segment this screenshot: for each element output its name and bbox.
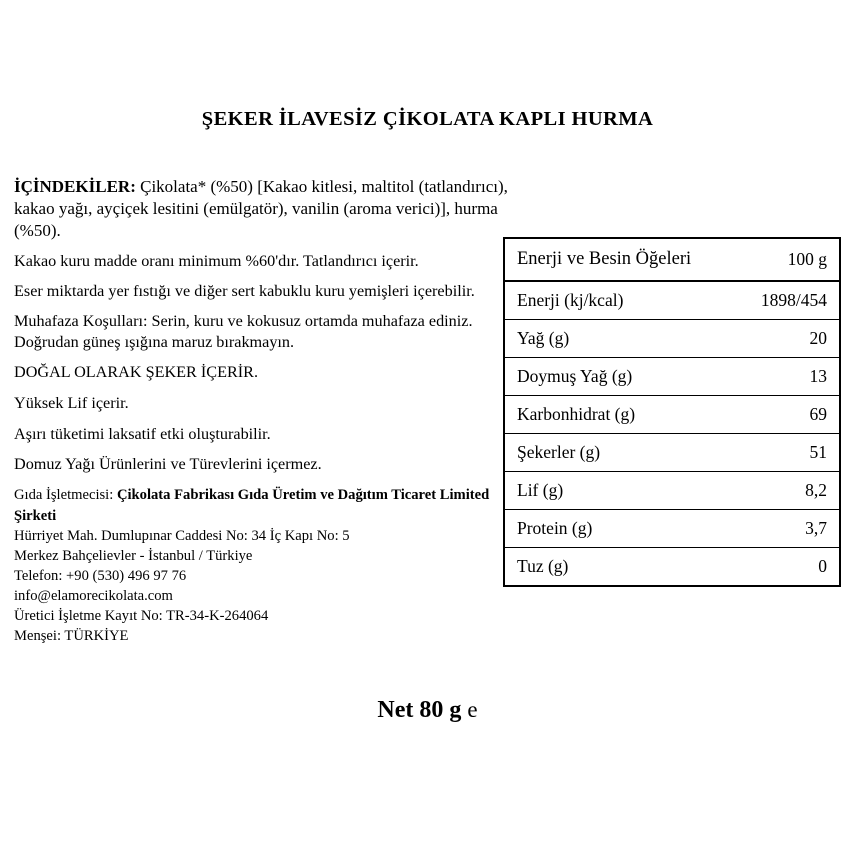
nutrition-row-label: Doymuş Yağ (g) xyxy=(505,358,735,396)
table-row xyxy=(505,358,839,396)
nutrition-row-label: Lif (g) xyxy=(505,472,735,510)
business-name: Çikolata Fabrikası Gıda Üretim ve Dağıtım Ticaret Limited Şirketi xyxy=(14,487,490,524)
nutrition-header-value: 100 g xyxy=(735,239,839,281)
nutrition-row-label: Tuz (g) xyxy=(517,556,569,576)
nutrition-row-label: Enerji (kj/kcal) xyxy=(505,281,735,320)
note-high-fiber: Yüksek Lif içerir. xyxy=(14,393,129,412)
note-no-pork: Domuz Yağı Ürünlerini ve Türevlerini içermez. xyxy=(14,455,322,474)
table-row xyxy=(505,548,839,586)
note-cocoa-content: Kakao kuru madde oranı minimum %60'dır. Tatlandırıcı içerir. xyxy=(14,252,419,271)
nutrition-row-value: 20 xyxy=(735,320,839,358)
e-mark-symbol: e xyxy=(467,697,478,722)
business-address-line-2: Merkez Bahçelievler - İstanbul / Türkiye xyxy=(14,547,253,564)
table-row xyxy=(505,281,839,320)
nutrition-row-label: Şekerler (g) xyxy=(505,434,735,472)
business-info xyxy=(14,485,514,646)
nutrition-row-value: 0 xyxy=(818,556,827,576)
business-operator-line xyxy=(14,485,514,525)
table-row xyxy=(505,320,839,358)
nutrition-table xyxy=(503,237,841,587)
table-row xyxy=(505,434,839,472)
nutrition-row-label: Protein (g) xyxy=(505,510,735,548)
table-row xyxy=(505,510,839,548)
nutrition-header-label: Enerji ve Besin Öğeleri xyxy=(505,239,735,281)
nutrition-row-value: 1898/454 xyxy=(735,281,839,320)
nutrition-row-value: 13 xyxy=(735,358,839,396)
note-storage: Muhafaza Koşulları: Serin, kuru ve kokusuz ortamda muhafaza ediniz. Doğrudan güneş ışığına maruz bırakmayın. xyxy=(14,312,473,351)
ingredients-label: İÇİNDEKİLER: xyxy=(14,177,136,196)
nutrition-row-label: Yağ (g) xyxy=(505,320,735,358)
left-text-column xyxy=(14,176,514,646)
business-address-line-1: Hürriyet Mah. Dumlupınar Caddesi No: 34 İç Kapı No: 5 xyxy=(14,527,350,544)
table-row xyxy=(505,396,839,434)
business-email: info@elamorecikolata.com xyxy=(14,588,173,604)
ingredients-paragraph xyxy=(14,176,514,241)
note-allergen: Eser miktarda yer fıstığı ve diğer sert kabuklu kuru yemişleri içerebilir. xyxy=(14,282,475,301)
net-weight-text: Net 80 g xyxy=(377,697,462,723)
note-laxative: Aşırı tüketimi laksatif etki oluşturabilir. xyxy=(14,424,271,443)
nutrition-row-value: 8,2 xyxy=(735,472,839,510)
business-prefix: Gıda İşletmecisi: xyxy=(14,487,117,504)
business-origin: Menşei: TÜRKİYE xyxy=(14,628,129,645)
nutrition-header-row xyxy=(505,239,839,281)
nutrition-row-value: 3,7 xyxy=(735,510,839,548)
ingredients-text: Çikolata* (%50) [Kakao kitlesi, maltitol (tatlandırıcı), kakao yağı, ayçiçek lesitini (emülgatör), vanilin (aroma verici)], hurma (%50). xyxy=(14,177,508,240)
table-row xyxy=(505,472,839,510)
page-title: ŞEKER İLAVESİZ ÇİKOLATA KAPLI HURMA xyxy=(201,108,654,130)
net-weight xyxy=(0,697,855,724)
nutrition-row-value: 51 xyxy=(735,434,839,472)
business-phone: Telefon: +90 (530) 496 97 76 xyxy=(14,567,187,584)
nutrition-row-value: 69 xyxy=(735,396,839,434)
nutrition-row-label: Karbonhidrat (g) xyxy=(505,396,735,434)
note-natural-sugar: DOĞAL OLARAK ŞEKER İÇERİR. xyxy=(14,362,259,381)
business-registration-number: Üretici İşletme Kayıt No: TR-34-K-264064 xyxy=(14,608,269,625)
